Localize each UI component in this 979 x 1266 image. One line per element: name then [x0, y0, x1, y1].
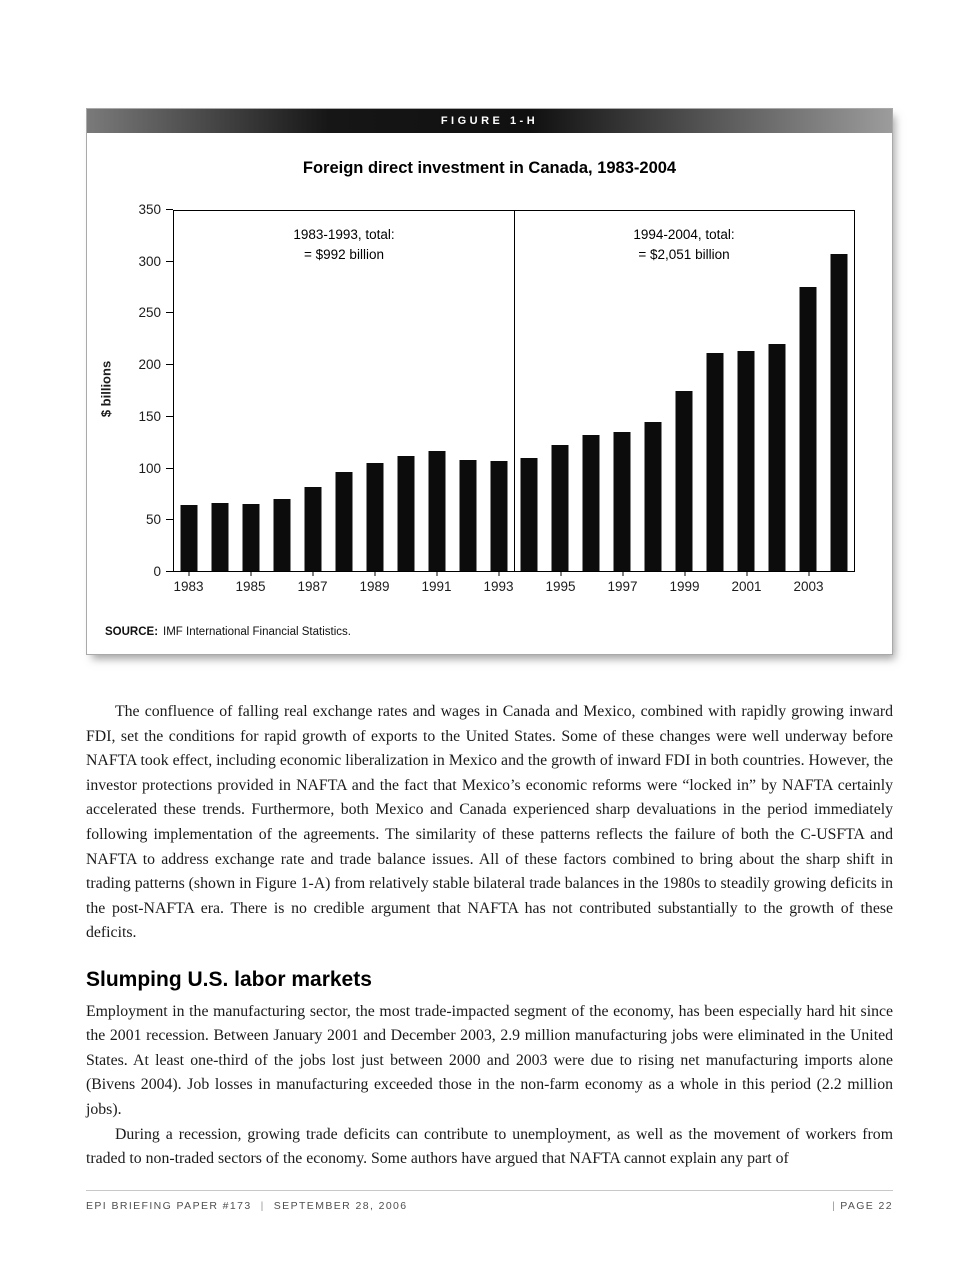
- y-axis-label: $ billions: [98, 361, 114, 418]
- y-tick-mark: [166, 468, 173, 469]
- footer-separator: |: [260, 1200, 265, 1212]
- bar-2000: [706, 353, 723, 571]
- bar-1991: [428, 451, 445, 571]
- bar-1985: [243, 504, 260, 571]
- source-text: IMF International Financial Statistics.: [163, 626, 351, 638]
- x-tick-mark: [250, 572, 251, 576]
- bar-1983: [181, 505, 198, 571]
- footer-page-separator: |: [832, 1200, 837, 1212]
- footer-left: [86, 1200, 408, 1212]
- paragraph-2: Employment in the manufacturing sector, the most trade-impacted segment of the economy, has been especially hard hit since the 2001 recession. Between January 2001 and December 2003, 2.9 million manufacturing jobs were eliminated in the United States. At least one-third of the jobs lost just between 2000 and 2003 were due to rising net manufacturing imports alone (Bivens 2004). Job losses in manufacturing exceeded those in the non-farm economy as a whole in this period (2.2 million jobs).: [86, 1002, 893, 1118]
- y-tick-label: 100: [138, 460, 161, 476]
- figure-box: [86, 108, 893, 655]
- bar-2003: [799, 287, 816, 571]
- bar-1994: [521, 458, 538, 571]
- annotation-line: 1983-1993, total:: [293, 227, 395, 242]
- y-tick-mark: [166, 261, 173, 262]
- x-tick-label: 1983: [173, 579, 204, 594]
- figure-title: Foreign direct investment in Canada, 1983-2004: [302, 159, 677, 177]
- bar-1996: [583, 435, 600, 571]
- x-tick-mark: [188, 572, 189, 576]
- footer-page-number: PAGE 22: [840, 1200, 893, 1212]
- bar-1993: [490, 461, 507, 571]
- annotation-period-2: [633, 225, 734, 265]
- annotation-line: 1994-2004, total:: [633, 227, 735, 242]
- bar-1995: [552, 445, 569, 572]
- y-tick-label: 350: [138, 202, 161, 217]
- y-tick-label: 150: [138, 408, 161, 424]
- bar-1997: [614, 432, 631, 571]
- bar-1998: [645, 422, 662, 571]
- y-tick-mark: [166, 416, 173, 417]
- y-tick-mark: [166, 519, 173, 520]
- bar-1987: [305, 487, 322, 571]
- x-tick-mark: [312, 572, 313, 576]
- x-axis-labels: [173, 572, 855, 600]
- x-tick-label: 1991: [421, 579, 452, 594]
- annotation-period-1: [293, 225, 394, 265]
- x-tick-label: 2001: [731, 579, 762, 594]
- x-tick-label: 2003: [793, 579, 824, 594]
- x-tick-mark: [622, 572, 623, 576]
- x-tick-label: 1989: [359, 579, 390, 594]
- y-tick-label: 300: [138, 253, 161, 269]
- footer-date: SEPTEMBER 28, 2006: [273, 1200, 408, 1212]
- paragraph-1: The confluence of falling real exchange rates and wages in Canada and Mexico, combined with rapidly growing inward FDI, set the conditions for rapid growth of exports to the United States. Some of these changes were well underway before NAFTA took effect, including economic liberalization in Mexico and the growth of inward FDI in both countries. However, the investor protections provided in NAFTA and the fact that Mexico’s economic reforms were “locked in” by NAFTA certainly accelerated these trends. Furthermore, both Mexico and Canada experienced sharp devaluations in the period immediately following implementation of the agreements. The similarity of these patterns reflects the failure of both the C-USFTA and NAFTA to address exchange rate and trade balance issues. All of these factors combined to bring about the sharp shift in trading patterns (shown in Figure 1-A) from relatively stable bilateral trade balances in the 1980s to steadily growing deficits in the post-NAFTA era. There is no credible argument that NAFTA has not contributed substantially to the growth of these deficits.: [86, 703, 893, 942]
- figure-tag: FIGURE 1-H: [440, 115, 539, 127]
- source-line: [105, 626, 892, 638]
- y-tick-mark: [166, 209, 173, 210]
- x-tick-mark: [746, 572, 747, 576]
- plot-area: [173, 210, 855, 572]
- x-tick-label: 1985: [235, 579, 266, 594]
- bar-1986: [274, 499, 291, 571]
- section-heading: Slumping U.S. labor markets: [86, 967, 372, 991]
- annotation-line: = $992 billion: [304, 247, 384, 262]
- period-divider-line: [514, 211, 515, 571]
- bar-2004: [830, 254, 847, 571]
- figure-header-bar: [87, 109, 892, 133]
- bar-1989: [366, 463, 383, 571]
- annotation-line: = $2,051 billion: [638, 247, 730, 262]
- plot-wrapper: [173, 210, 855, 600]
- x-tick-label: 1999: [669, 579, 700, 594]
- y-tick-label: 200: [138, 357, 161, 373]
- bar-1988: [336, 472, 353, 571]
- x-tick-mark: [436, 572, 437, 576]
- y-tick-mark: [166, 571, 173, 572]
- page-footer: [86, 1190, 893, 1212]
- bar-1990: [397, 456, 414, 571]
- bar-2001: [737, 351, 754, 571]
- paragraph-3: During a recession, growing trade deficits can contribute to unemployment, as well as the movement of workers from traded to non-traded sectors of the economy. Some authors have argued that NAFTA cannot explain any part of: [86, 1125, 893, 1168]
- footer-right: [832, 1200, 893, 1212]
- bar-1984: [212, 503, 229, 571]
- x-tick-label: 1993: [483, 579, 514, 594]
- x-tick-mark: [684, 572, 685, 576]
- body-text: [86, 700, 893, 1172]
- y-axis-ticks: [125, 202, 173, 579]
- y-axis-label-column: [87, 210, 125, 600]
- y-tick-label: 50: [145, 512, 161, 528]
- bar-2002: [768, 344, 785, 571]
- bar-1992: [459, 460, 476, 571]
- y-tick-mark: [166, 312, 173, 313]
- x-tick-label: 1987: [297, 579, 328, 594]
- x-tick-mark: [808, 572, 809, 576]
- y-tick-mark: [166, 364, 173, 365]
- bar-chart: [87, 202, 892, 600]
- x-tick-mark: [374, 572, 375, 576]
- footer-paper-id: EPI BRIEFING PAPER #173: [86, 1200, 252, 1212]
- source-label: SOURCE:: [105, 626, 159, 638]
- y-tick-label: 0: [153, 564, 161, 579]
- x-tick-label: 1997: [607, 579, 638, 594]
- x-tick-mark: [498, 572, 499, 576]
- y-tick-label: 250: [138, 305, 161, 321]
- x-tick-mark: [560, 572, 561, 576]
- bar-1999: [676, 391, 693, 571]
- x-tick-label: 1995: [545, 579, 576, 594]
